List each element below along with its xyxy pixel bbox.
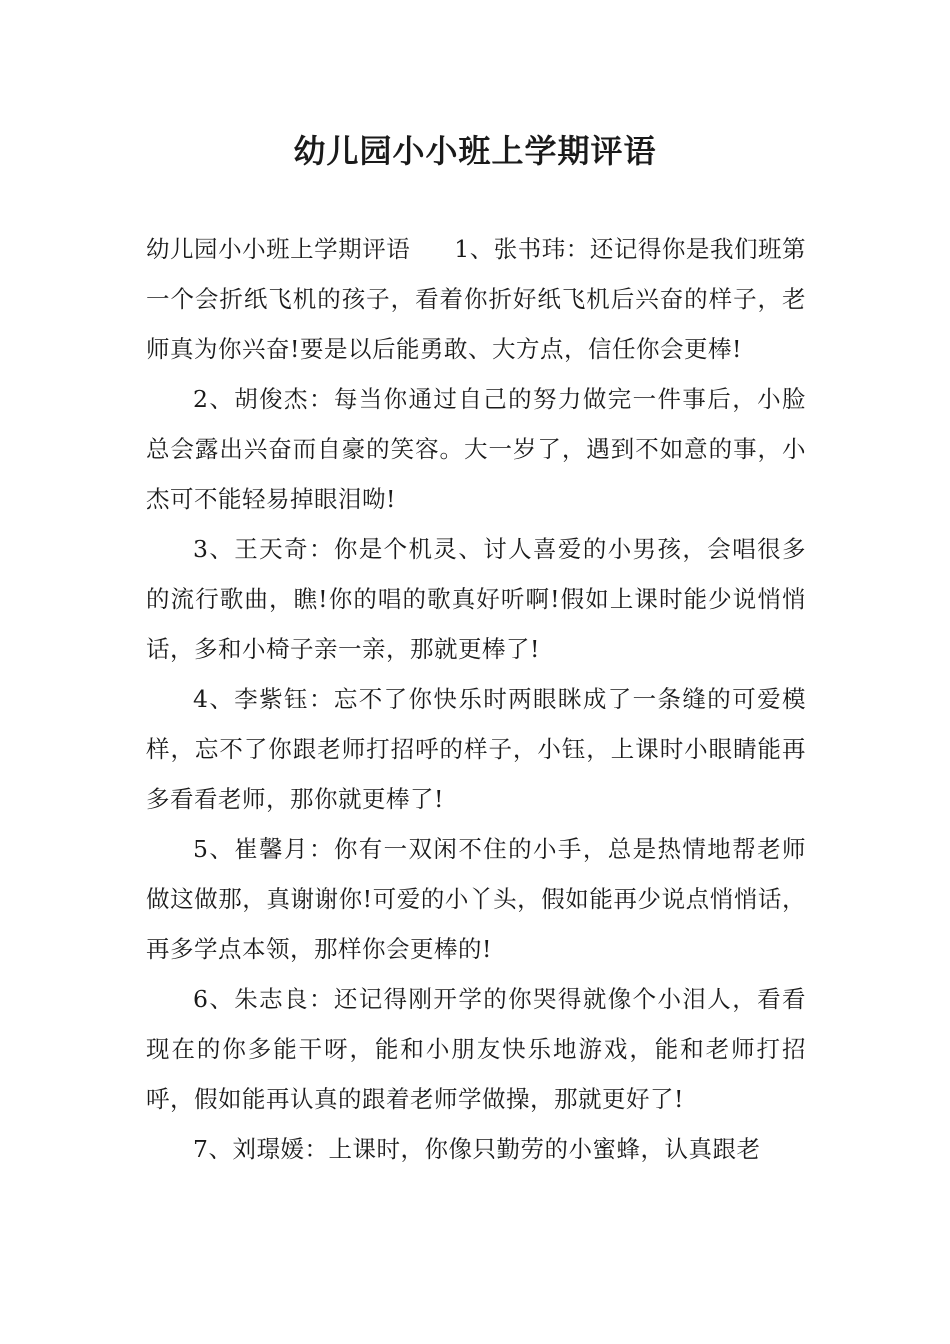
paragraph-3: 3、王天奇：你是个机灵、讨人喜爱的小男孩，会唱很多的流行歌曲，瞧!你的唱的歌真好听啊!假如上课时能少说悄悄话，多和小椅子亲一亲，那就更棒了! <box>146 535 806 663</box>
paragraph-1 <box>146 224 806 374</box>
document-title: 幼儿园小小班上学期评语 <box>293 132 657 170</box>
paragraph-2: 2、胡俊杰：每当你通过自己的努力做完一件事后，小脸总会露出兴奋而自豪的笑容。大一岁了，遇到不如意的事，小杰可不能轻易掉眼泪呦! <box>146 385 806 513</box>
intro-label: 幼儿园小小班上学期评语 <box>146 235 411 263</box>
document-body <box>146 224 806 1174</box>
paragraph-7: 7、刘璟媛：上课时，你像只勤劳的小蜜蜂，认真跟老 <box>193 1135 761 1163</box>
paragraph-4: 4、李紫钰：忘不了你快乐时两眼眯成了一条缝的可爱模样，忘不了你跟老师打招呼的样子，小钰，上课时小眼睛能再多看看老师，那你就更棒了! <box>146 685 806 813</box>
paragraph-1-text: 1、张书玮：还记得你是我们班第一个会折纸飞机的孩子，看着你折好纸飞机后兴奋的样子，老师真为你兴奋!要是以后能勇敢、大方点，信任你会更棒! <box>146 235 807 363</box>
paragraph-5: 5、崔馨月：你有一双闲不住的小手，总是热情地帮老师做这做那，真谢谢你!可爱的小丫头，假如能再少说点悄悄话，再多学点本领，那样你会更棒的! <box>146 835 806 963</box>
paragraph-6: 6、朱志良：还记得刚开学的你哭得就像个小泪人，看看现在的你多能干呀，能和小朋友快乐地游戏，能和老师打招呼，假如能再认真的跟着老师学做操，那就更好了! <box>146 985 806 1113</box>
